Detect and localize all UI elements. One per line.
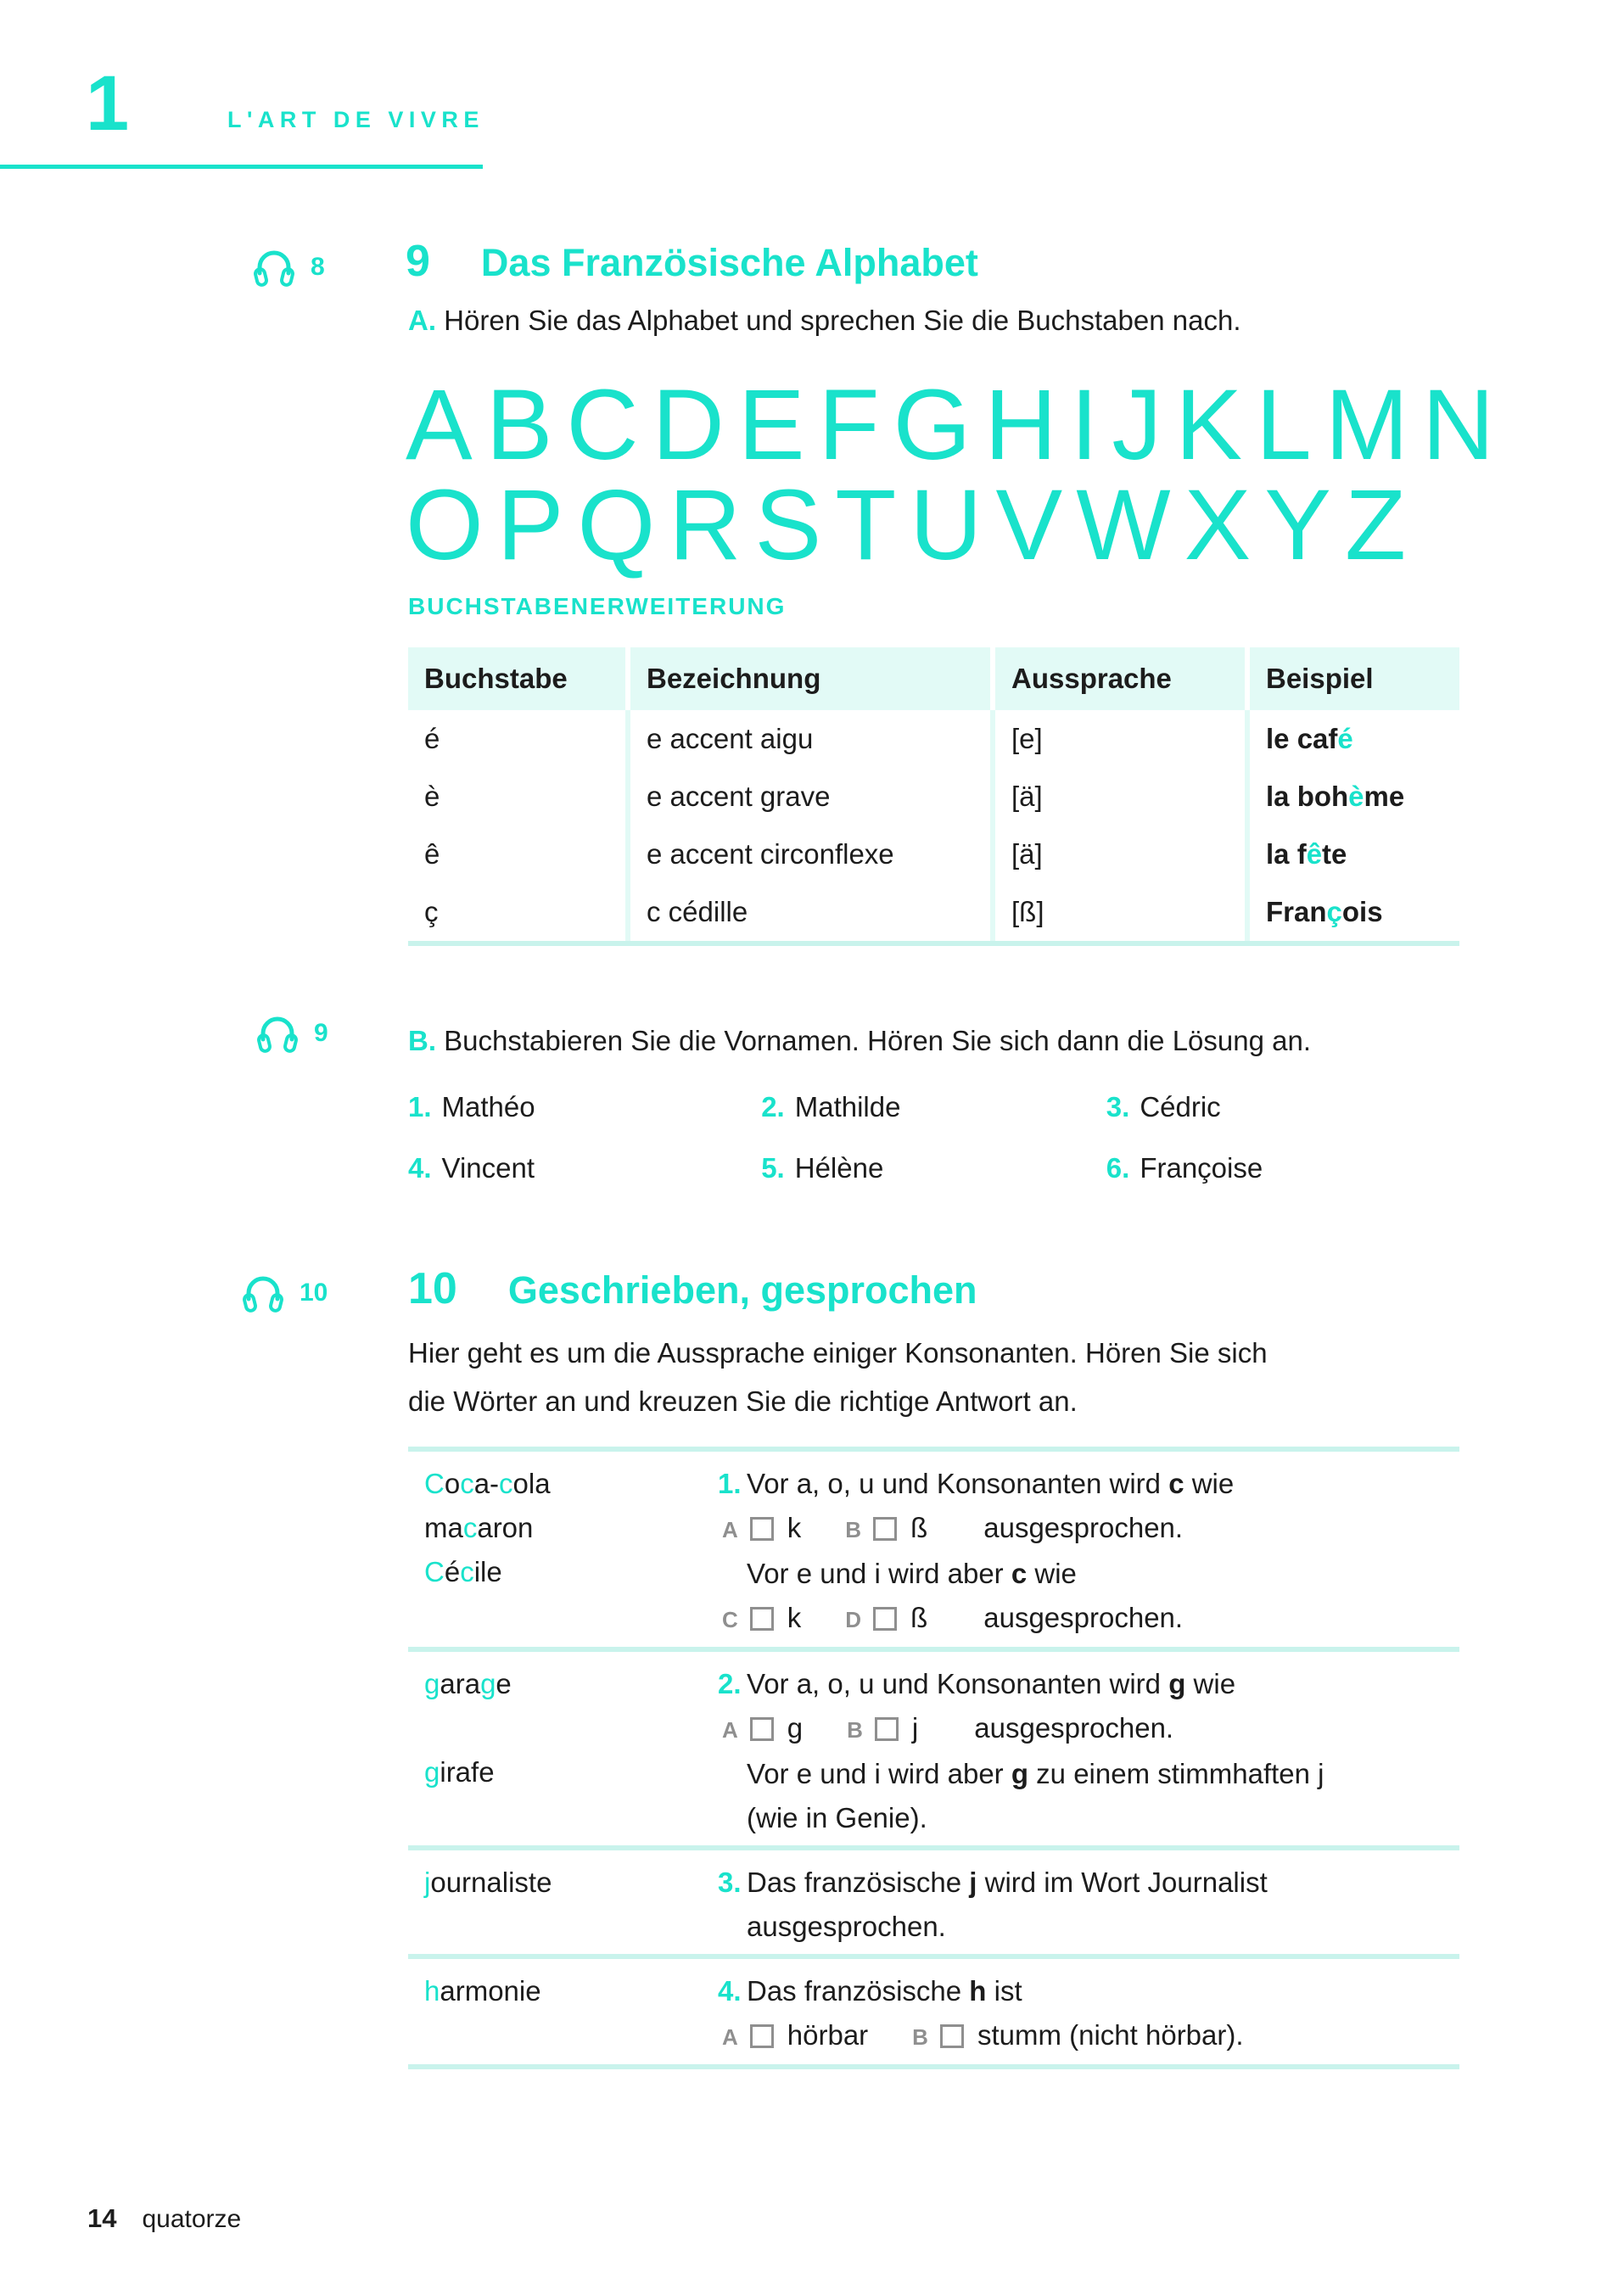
text-segment: wie: [1184, 1468, 1235, 1499]
text-segment: irafe: [440, 1756, 495, 1788]
exercise-number: 1.: [718, 1468, 742, 1499]
checkbox[interactable]: [750, 1607, 774, 1631]
choice-letter: C: [722, 1607, 738, 1632]
checkbox[interactable]: [750, 1717, 774, 1741]
exercise-word: [424, 1794, 718, 1839]
accent-letter: g: [480, 1668, 496, 1699]
cell-aussprache: [ä]: [995, 768, 1245, 826]
text-segment: ist: [986, 1975, 1022, 2007]
choice-option: ß: [910, 1512, 928, 1543]
unit-number: 1: [86, 60, 130, 147]
exercise-word: [424, 1750, 718, 1794]
exercise-line: [718, 1861, 1459, 1905]
part-a-label: A.: [408, 305, 436, 336]
choice-letter: B: [845, 1517, 862, 1542]
part-a-text: Hören Sie das Alphabet und sprechen Sie die Buchstaben nach.: [436, 305, 1241, 336]
exercise-word: [424, 1550, 718, 1594]
name-text: Françoise: [1140, 1152, 1263, 1184]
name-number: 4.: [408, 1152, 432, 1184]
accent-letter: C: [424, 1556, 445, 1587]
page-footer: [87, 2203, 241, 2234]
cell-aussprache: [ä]: [995, 826, 1245, 883]
text-segment: la f: [1266, 838, 1307, 870]
text-segment: te: [1322, 838, 1347, 870]
headphones-icon: [240, 1270, 286, 1316]
accent-letter: ç: [1326, 896, 1342, 927]
page-number: 14: [87, 2203, 117, 2233]
exercise-line: [718, 1752, 1459, 1796]
cell-beispiel: [1250, 826, 1459, 883]
name-text: Mathilde: [794, 1091, 901, 1122]
exercise-list: [408, 1447, 1459, 2069]
choice-line: [718, 1706, 1459, 1752]
exercise-number: 3.: [718, 1867, 742, 1898]
text-segment: wird im Wort Journalist: [977, 1867, 1268, 1898]
exercise-word: [424, 2013, 718, 2057]
exercise-block: [408, 1647, 1459, 1845]
name-item: [408, 1091, 761, 1123]
checkbox[interactable]: [873, 1517, 897, 1541]
text-segment: e: [496, 1668, 512, 1699]
alphabet-row-1: ABCDEFGHIJKLMN: [406, 369, 1509, 481]
table-header-cell: Aussprache: [995, 647, 1245, 710]
table-header-cell: Buchstabe: [408, 647, 625, 710]
table-header-row: [408, 647, 1459, 710]
text-segment: ola: [512, 1468, 551, 1499]
choice-letter: A: [722, 1717, 738, 1743]
cell-aussprache: [e]: [995, 710, 1245, 768]
part-b-instruction: [408, 1023, 1311, 1060]
choice-letter: A: [722, 2024, 738, 2050]
exercise-line: [718, 1552, 1459, 1596]
exercise-line: [718, 1905, 1459, 1949]
text-segment: armonie: [440, 1975, 541, 2007]
text-segment: é: [444, 1556, 461, 1587]
unit-header-rule: [0, 165, 483, 169]
choice-letter: B: [847, 1717, 863, 1743]
headphones-icon: [255, 1010, 300, 1056]
audio-track-number: 10: [300, 1279, 328, 1307]
name-item: [761, 1091, 1106, 1123]
cell-buchstabe: è: [408, 768, 625, 826]
name-item: [1106, 1152, 1459, 1184]
text-segment: ara: [440, 1668, 481, 1699]
cell-buchstabe: ç: [408, 883, 625, 941]
exercise-word: [424, 1706, 718, 1750]
table-heading: BUCHSTABENERWEITERUNG: [408, 593, 787, 619]
page-number-word: quatorze: [142, 2205, 242, 2233]
text-segment: me: [1364, 781, 1405, 812]
name-text: Cédric: [1140, 1091, 1221, 1122]
exercise-word-column: [408, 1969, 718, 2059]
part-a-instruction: [408, 303, 1241, 339]
choice-suffix: ausgesprochen.: [974, 1712, 1174, 1744]
choice-line: [718, 2013, 1459, 2059]
text-segment: (wie in Genie).: [747, 1802, 927, 1833]
exercise-word-column: [408, 1462, 718, 1642]
name-number: 6.: [1106, 1152, 1130, 1184]
text-segment: la boh: [1266, 781, 1349, 812]
choice-line: [718, 1596, 1459, 1642]
audio-marker-part-b: [255, 1010, 328, 1056]
cell-buchstabe: ê: [408, 826, 625, 883]
choice-option: k: [787, 1512, 802, 1543]
text-segment: Fran: [1266, 896, 1327, 927]
audio-track-number: 9: [314, 1019, 328, 1047]
table-header-cell: Bezeichnung: [630, 647, 990, 710]
name-text: Vincent: [441, 1152, 535, 1184]
exercise-content: [718, 1462, 1459, 1642]
choice-suffix: ausgesprochen.: [983, 1512, 1184, 1543]
exercise-line: [718, 1662, 1459, 1706]
accent-letter: j: [424, 1867, 431, 1898]
bold-letter: j: [969, 1867, 977, 1898]
cell-beispiel: [1250, 710, 1459, 768]
text-segment: Das französische: [747, 1867, 970, 1898]
exercise-word: [424, 1662, 718, 1706]
exercise-word-column: [408, 1662, 718, 1840]
unit-title: L'ART DE VIVRE: [227, 107, 484, 132]
alphabet-row-2: OPQRSTUVWXYZ: [406, 469, 1420, 581]
choice-letter: B: [912, 2024, 928, 2050]
name-number: 3.: [1106, 1091, 1130, 1122]
choice-suffix: ausgesprochen.: [983, 1602, 1184, 1633]
text-segment: Vor a, o, u und Konsonanten wird: [747, 1668, 1169, 1699]
accent-letter: ê: [1306, 838, 1323, 870]
accent-letter: è: [1348, 781, 1364, 812]
accent-letter: g: [424, 1668, 440, 1699]
letters-table: [408, 647, 1459, 946]
accent-letter: c: [499, 1468, 513, 1499]
exercise-block: [408, 1845, 1459, 1954]
exercise-block: [408, 1954, 1459, 2069]
choice-option: hörbar: [787, 2019, 869, 2051]
bold-letter: c: [1011, 1558, 1028, 1589]
accent-letter: c: [462, 1512, 478, 1543]
exercise-word: [424, 1506, 718, 1550]
section-number: 9: [406, 237, 430, 286]
cell-bezeichnung: c cédille: [630, 883, 990, 941]
text-segment: aron: [477, 1512, 534, 1543]
text-segment: Vor e und i wird aber: [747, 1758, 1011, 1789]
choice-letter: D: [845, 1607, 862, 1632]
exercise-content: [718, 1662, 1459, 1840]
section10-headline: [408, 1264, 977, 1313]
exercise-line: [718, 1969, 1459, 2013]
text-segment: Vor a, o, u und Konsonanten wird: [747, 1468, 1169, 1499]
alphabet-display: [406, 369, 1509, 581]
exercise-line: [718, 1796, 1459, 1840]
exercise-word: [424, 1861, 718, 1905]
bold-letter: h: [969, 1975, 987, 2007]
exercise-block: [408, 1447, 1459, 1647]
accent-letter: C: [424, 1468, 445, 1499]
name-text: Hélène: [794, 1152, 884, 1184]
names-list: [408, 1091, 1459, 1213]
accent-letter: é: [1337, 723, 1353, 754]
checkbox[interactable]: [875, 1717, 899, 1741]
bold-letter: g: [1011, 1758, 1029, 1789]
names-row: [408, 1091, 1459, 1123]
section10-intro: Hier geht es um die Aussprache einiger Konsonanten. Hören Sie sich die Wörter an und kreuzen Sie die richtige Antwort an.: [408, 1337, 1268, 1417]
audio-marker-10: [240, 1270, 328, 1316]
text-segment: ausgesprochen.: [747, 1911, 946, 1942]
section9-headline: [406, 237, 978, 286]
cell-bezeichnung: e accent aigu: [630, 710, 990, 768]
text-segment: wie: [1185, 1668, 1236, 1699]
name-number: 5.: [761, 1152, 785, 1184]
name-item: [1106, 1091, 1459, 1123]
exercise-word-column: [408, 1861, 718, 1949]
name-text: Mathéo: [441, 1091, 535, 1122]
name-number: 1.: [408, 1091, 432, 1122]
exercise-word: [424, 1969, 718, 2013]
checkbox[interactable]: [750, 2024, 774, 2048]
bold-letter: c: [1168, 1468, 1184, 1499]
choice-option: g: [787, 1712, 804, 1744]
table-body: [408, 710, 1459, 946]
name-item: [408, 1152, 761, 1184]
exercise-word: [424, 1594, 718, 1638]
exercise-number: 2.: [718, 1668, 742, 1699]
text-segment: ile: [473, 1556, 502, 1587]
part-b-label: B.: [408, 1025, 436, 1056]
accent-letter: g: [424, 1756, 440, 1788]
section-title: Geschrieben, gesprochen: [507, 1268, 977, 1312]
exercise-word: [424, 1905, 718, 1949]
text-segment: a-: [473, 1468, 500, 1499]
exercise-content: [718, 1861, 1459, 1949]
choice-letter: A: [722, 1517, 738, 1542]
text-segment: o: [444, 1468, 461, 1499]
text-segment: zu einem stimmhaften j: [1028, 1758, 1324, 1789]
text-segment: Vor e und i wird aber: [747, 1558, 1011, 1589]
cell-bezeichnung: e accent circonflexe: [630, 826, 990, 883]
text-segment: Das französische: [747, 1975, 970, 2007]
choice-option: k: [787, 1602, 802, 1633]
text-segment: ma: [424, 1512, 463, 1543]
cell-bezeichnung: e accent grave: [630, 768, 990, 826]
name-number: 2.: [761, 1091, 785, 1122]
accent-letter: c: [460, 1556, 474, 1587]
cell-beispiel: [1250, 883, 1459, 941]
section-number: 10: [408, 1264, 457, 1313]
name-item: [761, 1152, 1106, 1184]
exercise-line: [718, 1462, 1459, 1506]
accent-letter: c: [460, 1468, 474, 1499]
text-segment: ournaliste: [430, 1867, 552, 1898]
accent-letter: h: [424, 1975, 440, 2007]
part-b-text: Buchstabieren Sie die Vornamen. Hören Sie sich dann die Lösung an.: [436, 1025, 1312, 1056]
choice-option: stumm (nicht hörbar).: [977, 2019, 1244, 2051]
checkbox[interactable]: [873, 1607, 897, 1631]
table-header-cell: Beispiel: [1250, 647, 1459, 710]
checkbox[interactable]: [750, 1517, 774, 1541]
audio-track-number: 8: [311, 253, 325, 281]
choice-option: j: [911, 1712, 919, 1744]
text-segment: le caf: [1266, 723, 1338, 754]
cell-aussprache: [ß]: [995, 883, 1245, 941]
exercise-number: 4.: [718, 1975, 742, 2007]
cell-buchstabe: é: [408, 710, 625, 768]
bold-letter: g: [1168, 1668, 1186, 1699]
section-title: Das Französische Alphabet: [480, 241, 978, 284]
exercise-word: [424, 1462, 718, 1506]
choice-option: ß: [910, 1602, 928, 1633]
cell-beispiel: [1250, 768, 1459, 826]
headphones-icon: [251, 244, 297, 290]
names-row: [408, 1152, 1459, 1184]
audio-marker-9: [251, 244, 325, 290]
exercise-content: [718, 1969, 1459, 2059]
choice-line: [718, 1506, 1459, 1552]
text-segment: ois: [1341, 896, 1383, 927]
checkbox[interactable]: [940, 2024, 964, 2048]
text-segment: wie: [1027, 1558, 1077, 1589]
